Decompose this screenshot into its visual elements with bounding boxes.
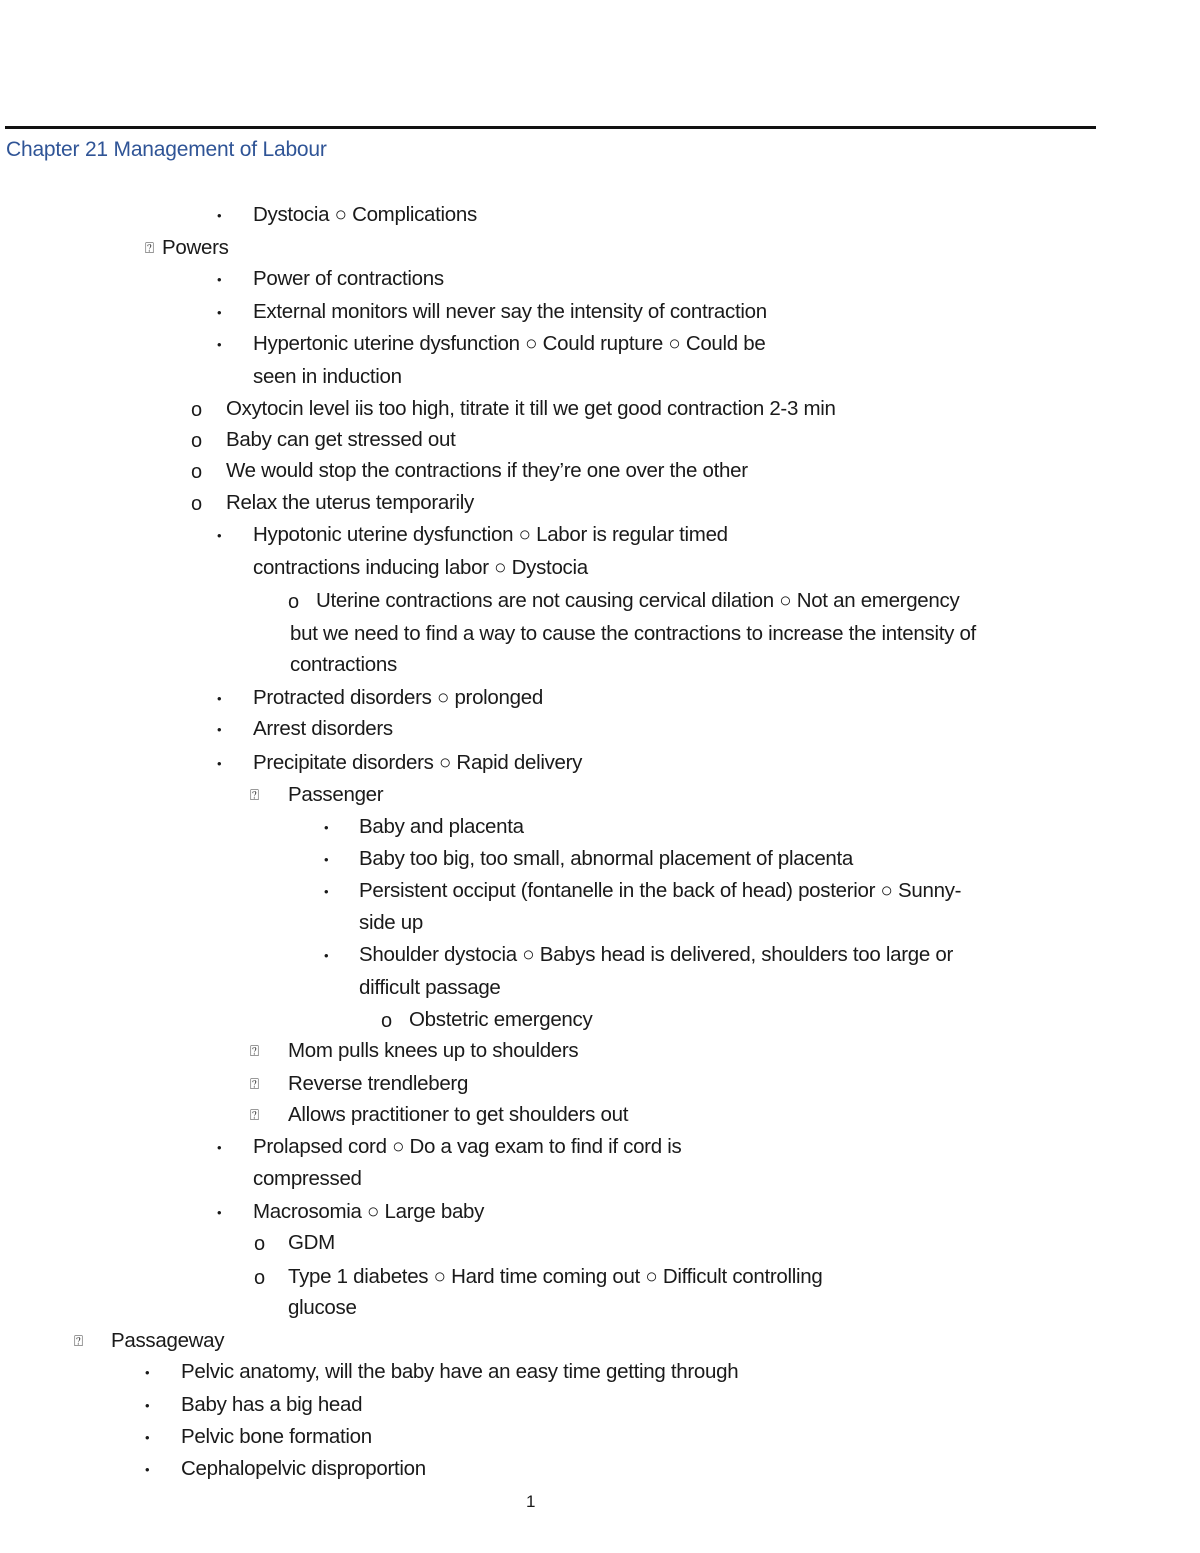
glyph-marker: ⍰ — [250, 787, 260, 804]
bullet-marker: • — [145, 1430, 150, 1445]
circle-marker: o — [191, 461, 203, 483]
text-line: Precipitate disorders ○ Rapid delivery — [253, 751, 583, 774]
bullet-marker: • — [217, 208, 222, 223]
text-line: Dystocia ○ Complications — [253, 203, 477, 226]
bullet-marker: • — [324, 820, 329, 835]
circle-marker: o — [254, 1267, 266, 1289]
text-line: Protracted disorders ○ prolonged — [253, 686, 543, 709]
glyph-marker: ⍰ — [74, 1333, 84, 1350]
text-line: GDM — [288, 1231, 335, 1254]
header-rule — [5, 126, 1096, 129]
bullet-marker: • — [217, 1140, 222, 1155]
bullet-marker: • — [145, 1462, 150, 1477]
bullet-marker: • — [324, 948, 329, 963]
text-line: Power of contractions — [253, 267, 444, 290]
circle-marker: o — [191, 399, 203, 421]
bullet-marker: • — [217, 272, 222, 287]
text-line: Type 1 diabetes ○ Hard time coming out ○ Difficult controlling — [288, 1265, 823, 1288]
text-line: Arrest disorders — [253, 717, 393, 740]
glyph-marker: ⍰ — [145, 240, 155, 257]
text-line: Baby can get stressed out — [226, 428, 456, 451]
text-line: side up — [359, 911, 424, 934]
text-line: Baby too big, too small, abnormal placement of placenta — [359, 847, 854, 870]
text-line: Hypotonic uterine dysfunction ○ Labor is regular timed — [253, 523, 728, 546]
text-line: Reverse trendleberg — [288, 1072, 469, 1095]
bullet-marker: • — [324, 884, 329, 899]
text-line: Baby has a big head — [181, 1393, 363, 1416]
text-line: Allows practitioner to get shoulders out — [288, 1103, 629, 1126]
page-number: 1 — [526, 1492, 536, 1511]
text-line: Mom pulls knees up to shoulders — [288, 1039, 579, 1062]
bullet-marker: • — [217, 337, 222, 352]
bullet-marker: • — [324, 852, 329, 867]
text-line: Cephalopelvic disproportion — [181, 1457, 426, 1480]
text-line: We would stop the contractions if they’re one over the other — [226, 459, 748, 482]
text-line: Pelvic bone formation — [181, 1425, 372, 1448]
text-line: but we need to find a way to cause the contractions to increase the intensity of — [290, 622, 976, 645]
text-line: seen in induction — [253, 365, 402, 388]
text-line: Macrosomia ○ Large baby — [253, 1200, 485, 1223]
text-line: Hypertonic uterine dysfunction ○ Could rupture ○ Could be — [253, 332, 766, 355]
glyph-marker: ⍰ — [250, 1076, 260, 1093]
bullet-marker: • — [217, 722, 222, 737]
circle-marker: o — [381, 1010, 393, 1032]
circle-marker: o — [191, 430, 203, 452]
text-line: Obstetric emergency — [409, 1008, 593, 1031]
bullet-marker: • — [145, 1365, 150, 1380]
glyph-marker: ⍰ — [250, 1107, 260, 1124]
text-line: glucose — [288, 1296, 357, 1319]
glyph-marker: ⍰ — [250, 1043, 260, 1060]
bullet-marker: • — [217, 691, 222, 706]
bullet-marker: • — [217, 1205, 222, 1220]
text-line: Relax the uterus temporarily — [226, 491, 474, 514]
text-line: Passageway — [111, 1329, 225, 1352]
text-line: Oxytocin level iis too high, titrate it till we get good contraction 2-3 min — [226, 397, 836, 420]
text-line: Baby and placenta — [359, 815, 524, 838]
text-line: Shoulder dystocia ○ Babys head is delivered, shoulders too large or — [359, 943, 953, 966]
text-line: Passenger — [288, 783, 384, 806]
text-line: Prolapsed cord ○ Do a vag exam to find if cord is — [253, 1135, 682, 1158]
circle-marker: o — [288, 591, 300, 613]
bullet-marker: • — [145, 1398, 150, 1413]
bullet-marker: • — [217, 756, 222, 771]
circle-marker: o — [254, 1233, 266, 1255]
text-line: Persistent occiput (fontanelle in the back of head) posterior ○ Sunny- — [359, 879, 962, 902]
text-line: difficult passage — [359, 976, 501, 999]
bullet-marker: • — [217, 528, 222, 543]
text-line: Powers — [162, 236, 229, 259]
text-line: compressed — [253, 1167, 362, 1190]
document-header: Chapter 21 Management of Labour — [6, 138, 327, 161]
text-line: Uterine contractions are not causing cervical dilation ○ Not an emergency — [316, 589, 960, 612]
text-line: External monitors will never say the intensity of contraction — [253, 300, 767, 323]
circle-marker: o — [191, 493, 203, 515]
bullet-marker: • — [217, 305, 222, 320]
text-line: contractions inducing labor ○ Dystocia — [253, 556, 588, 579]
text-line: contractions — [290, 653, 397, 676]
text-line: Pelvic anatomy, will the baby have an easy time getting through — [181, 1360, 739, 1383]
